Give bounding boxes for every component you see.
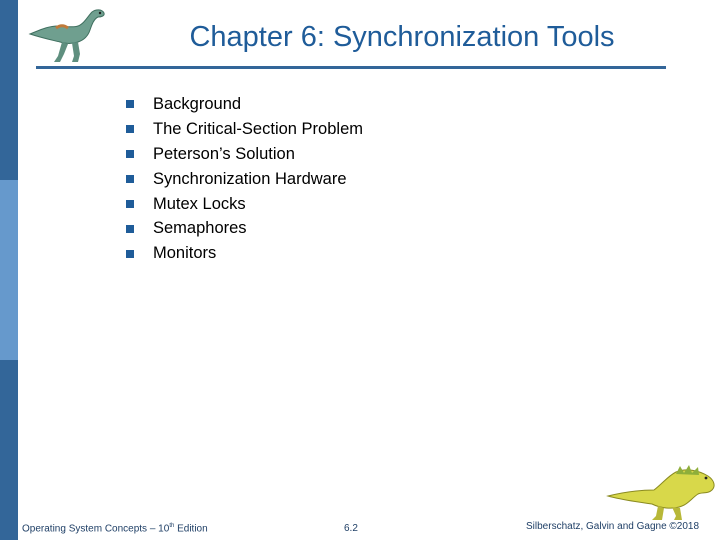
square-bullet-icon <box>126 200 134 208</box>
sidebar-segment-top <box>0 0 18 180</box>
footer-book-title <box>22 523 208 534</box>
list-item-text: Monitors <box>153 244 217 263</box>
square-bullet-icon <box>126 125 134 133</box>
square-bullet-icon <box>126 150 134 158</box>
list-item-text: The Critical-Section Problem <box>153 119 363 138</box>
footer-copyright: Silberschatz, Galvin and Gagne ©2018 <box>526 521 700 532</box>
square-bullet-icon <box>126 175 134 183</box>
square-bullet-icon <box>126 225 134 233</box>
list-item <box>126 92 363 117</box>
list-item <box>126 117 363 142</box>
list-item <box>126 142 363 167</box>
list-item-text: Semaphores <box>153 219 247 238</box>
footer-book-title-suffix: Edition <box>174 523 208 535</box>
list-item <box>126 216 363 241</box>
list-item <box>126 167 363 192</box>
dinosaur-icon <box>26 4 110 66</box>
square-bullet-icon <box>126 250 134 258</box>
footer-book-title-prefix: Operating System Concepts – 10 <box>22 523 170 535</box>
list-item-text: Synchronization Hardware <box>153 169 347 188</box>
sidebar-stripe <box>0 0 18 540</box>
list-item <box>126 241 363 266</box>
bullet-list <box>126 92 363 266</box>
list-item-text: Background <box>153 94 242 113</box>
page-title: Chapter 6: Synchronization Tools <box>189 21 615 53</box>
title-divider <box>36 66 666 69</box>
footer-page-number: 6.2 <box>344 523 358 534</box>
list-item-text: Peterson’s Solution <box>153 144 295 163</box>
footer-edition-superscript: th <box>169 523 175 529</box>
list-item-text: Mutex Locks <box>153 194 246 213</box>
square-bullet-icon <box>126 100 134 108</box>
sidebar-segment-bottom <box>0 360 18 540</box>
list-item <box>126 192 363 217</box>
dinosaur-icon <box>606 462 718 522</box>
sidebar-segment-middle <box>0 180 18 360</box>
